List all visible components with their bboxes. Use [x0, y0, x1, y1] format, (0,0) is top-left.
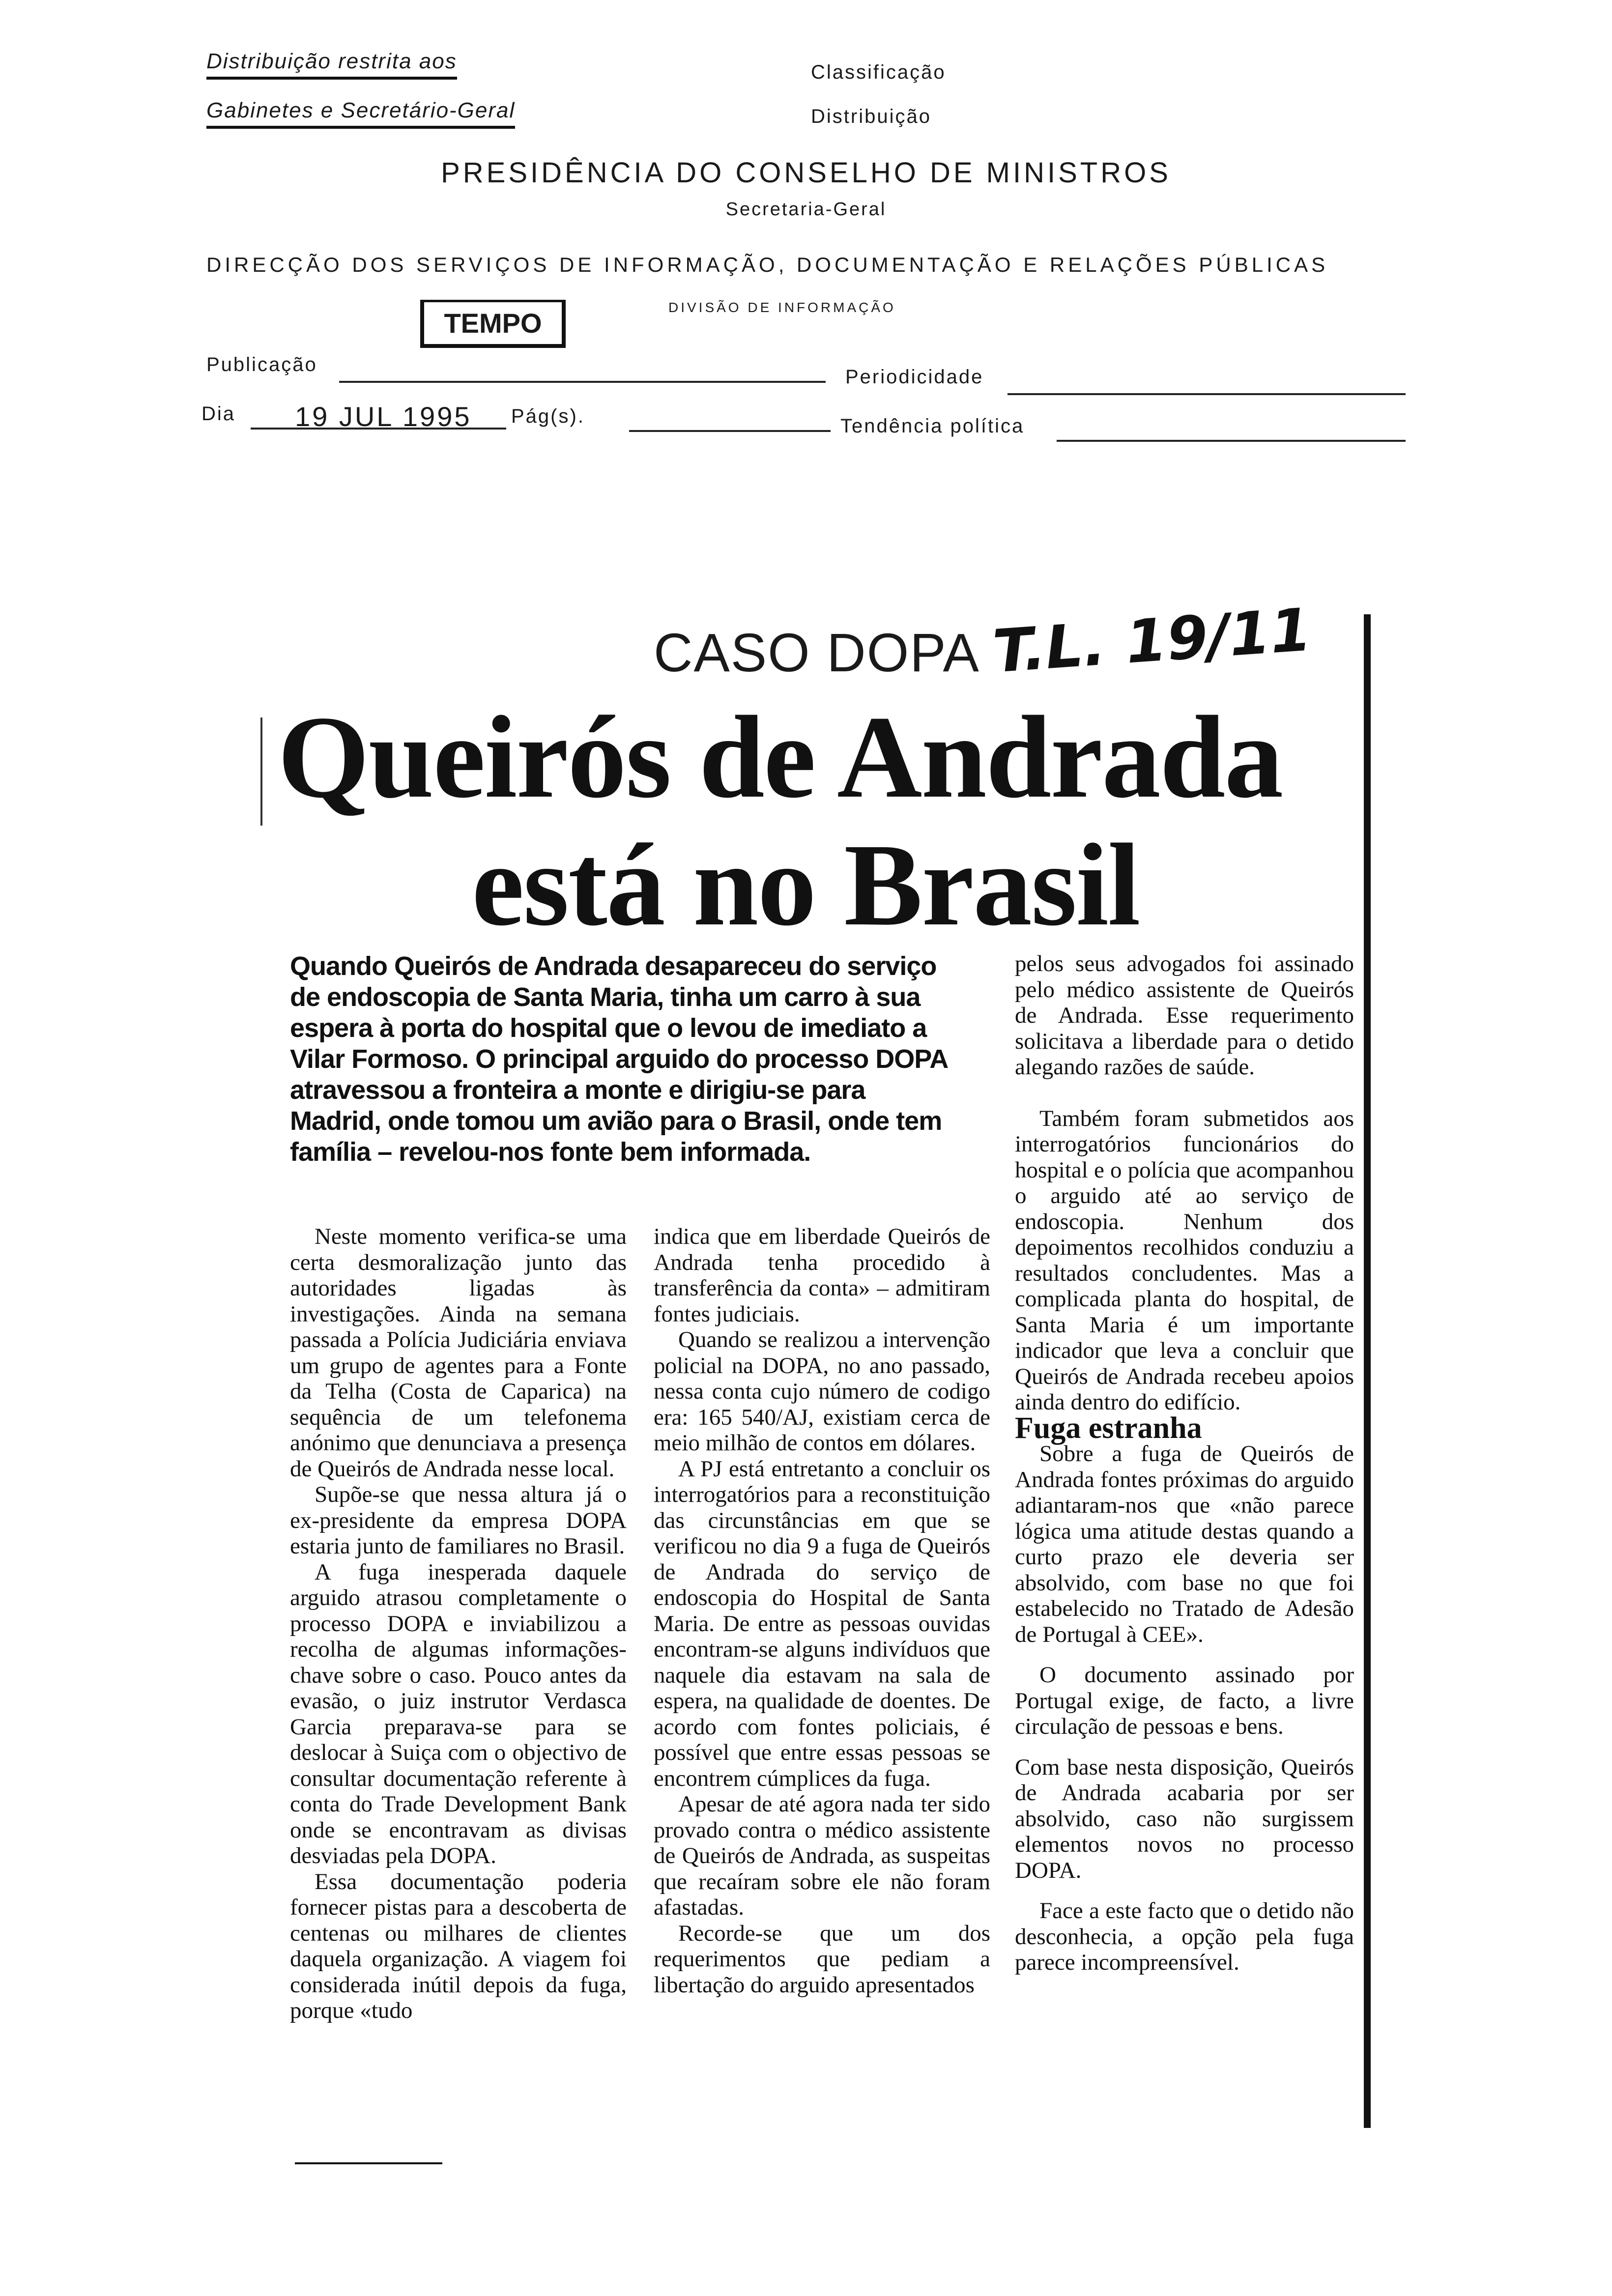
paragraph: A fuga inesperada daquele arguido atrasou completamente o processo DOPA e inviabilizou a recolha de algumas informações-chave sobre o caso. Pouco antes da evasão, o juiz instrutor Verdasca Garcia preparava-se para se deslocar à Suiça com o objectivo de consultar documentação referente à conta do Trade Development Bank onde se encontravam as divisas desviadas pela DOPA.	[290, 1559, 627, 1868]
clipping-edge-bar	[1364, 614, 1371, 2128]
paragraph: Quando se realizou a intervenção policial na DOPA, no ano passado, nessa conta cujo número de codigo era: 165 540/AJ, existiam cerca de meio milhão de contos em dólares.	[654, 1327, 990, 1456]
directorate-title: DIRECÇÃO DOS SERVIÇOS DE INFORMAÇÃO, DOCUMENTAÇÃO E RELAÇÕES PÚBLICAS	[206, 253, 1329, 276]
article-kicker: CASO DOPA	[654, 623, 980, 683]
day-label: Dia	[202, 403, 236, 425]
article-lead: Quando Queirós de Andrada desapareceu do serviço de endoscopia de Santa Maria, tinha um carro à sua espera à porta do hospital que o levou de imediato a Vilar Formoso. O principal arguido do processo DOPA atravessou a fronteira a monte e dirigiu-se para Madrid, onde tomou um avião para o Brasil, onde tem família – revelou-nos fonte bem informada.	[290, 951, 948, 1167]
distribution-restriction-line2: Gabinetes e Secretário-Geral	[206, 98, 515, 129]
pages-field-line	[629, 430, 831, 432]
subheading: Fuga estranha	[1015, 1411, 1202, 1445]
date-value: 19 JUL 1995	[295, 401, 472, 432]
paragraph: Com base nesta disposição, Queirós de Andrada acabaria por ser absolvido, caso não surgissem elementos novos no processo DOPA.	[1015, 1754, 1354, 1883]
article-column-1	[290, 1224, 627, 2024]
paragraph: Neste momento verifica-se uma certa desmoralização junto das autoridades ligadas às investigações. Ainda na semana passada a Polícia Judiciária enviava um grupo de agentes para a Fonte da Telha (Costa de Caparica) na sequência de um telefonema anónimo que denunciava a presença de Queirós de Andrada nesse local.	[290, 1224, 627, 1482]
periodicity-field-line	[1008, 393, 1406, 395]
paragraph: Apesar de até agora nada ter sido provado contra o médico assistente de Queirós de Andrada, as suspeitas que recaíram sobre ele não foram afastadas.	[654, 1791, 990, 1920]
secretariat-title: Secretaria-Geral	[725, 199, 887, 220]
periodicity-label: Periodicidade	[845, 366, 984, 388]
paragraph: Recorde-se que um dos requerimentos que pediam a libertação do arguido apresentados	[654, 1920, 990, 1998]
division-title: DIVISÃO DE INFORMAÇÃO	[668, 300, 896, 315]
paragraph: Essa documentação poderia fornecer pistas para a descoberta de centenas ou milhares de clientes daquela organização. A viagem foi considerada inútil depois da fuga, porque «tudo	[290, 1868, 627, 2023]
paragraph: Sobre a fuga de Queirós de Andrada fontes próximas do arguido adiantaram-nos que «não parece lógica uma atitude destas quando a curto prazo ele deveria ser absolvido, com base no que foi estabelecido no Tratado de Adesão de Portugal à CEE».	[1015, 1441, 1354, 1647]
publication-field-line	[339, 381, 826, 383]
article-column-2	[654, 1224, 990, 1998]
article-column-3	[1015, 951, 1354, 1976]
political-tendency-label: Tendência política	[840, 415, 1025, 437]
paragraph: A PJ está entretanto a concluir os interrogatórios para a reconstituição das circunstâncias em que se verificou no dia 9 a fuga de Queirós de Andrada do serviço de endoscopia do Hospital de Santa Maria. De entre as pessoas ouvidas encontram-se alguns indivíduos que naquele dia estavam na sala de espera, na qualidade de doentes. De acordo com fontes policiais, é possível que entre essas pessoas se encontrem cúmplices da fuga.	[654, 1456, 990, 1791]
paragraph: Também foram submetidos aos interrogatórios funcionários do hospital e o polícia que acompanhou o arguido até ao serviço de endoscopia. Nenhum dos depoimentos recolhidos conduziu a resultados concludentes. Mas a complicada planta do hospital, de Santa Maria é um importante indicador que leva a concluir que Queirós de Andrada recebeu apoios ainda dentro do edifício.	[1015, 1105, 1354, 1415]
pages-label: Pág(s).	[511, 405, 585, 427]
clipping-edge-mark	[260, 718, 262, 826]
headline-line2: está no Brasil	[472, 819, 1140, 950]
column-end-rule	[295, 2162, 442, 2164]
institution-title: PRESIDÊNCIA DO CONSELHO DE MINISTROS	[441, 157, 1171, 189]
paragraph: pelos seus advogados foi assinado pelo médico assistente de Queirós de Andrada. Esse requerimento solicitava a liberdade para o detido alegando razões de saúde.	[1015, 951, 1354, 1080]
handwritten-note: T.L. 19/11	[990, 596, 1314, 687]
political-tendency-field-line	[1057, 440, 1406, 442]
paragraph: indica que em liberdade Queirós de Andrada tenha procedido à transferência da conta» – admitiram fontes judiciais.	[654, 1224, 990, 1327]
publication-label: Publicação	[206, 354, 317, 375]
paragraph: O documento assinado por Portugal exige, de facto, a livre circulação de pessoas e bens.	[1015, 1662, 1354, 1739]
paragraph: Supõe-se que nessa altura já o ex-presidente da empresa DOPA estaria junto de familiares no Brasil.	[290, 1482, 627, 1559]
headline-line1: Queirós de Andrada	[278, 691, 1283, 822]
publication-stamp: TEMPO	[420, 300, 566, 348]
classification-label: Classificação	[811, 61, 946, 83]
distribution-label: Distribuição	[811, 106, 931, 127]
distribution-restriction-line1: Distribuição restrita aos	[206, 49, 457, 80]
paragraph: Face a este facto que o detido não desconhecia, a opção pela fuga parece incompreensível.	[1015, 1898, 1354, 1975]
